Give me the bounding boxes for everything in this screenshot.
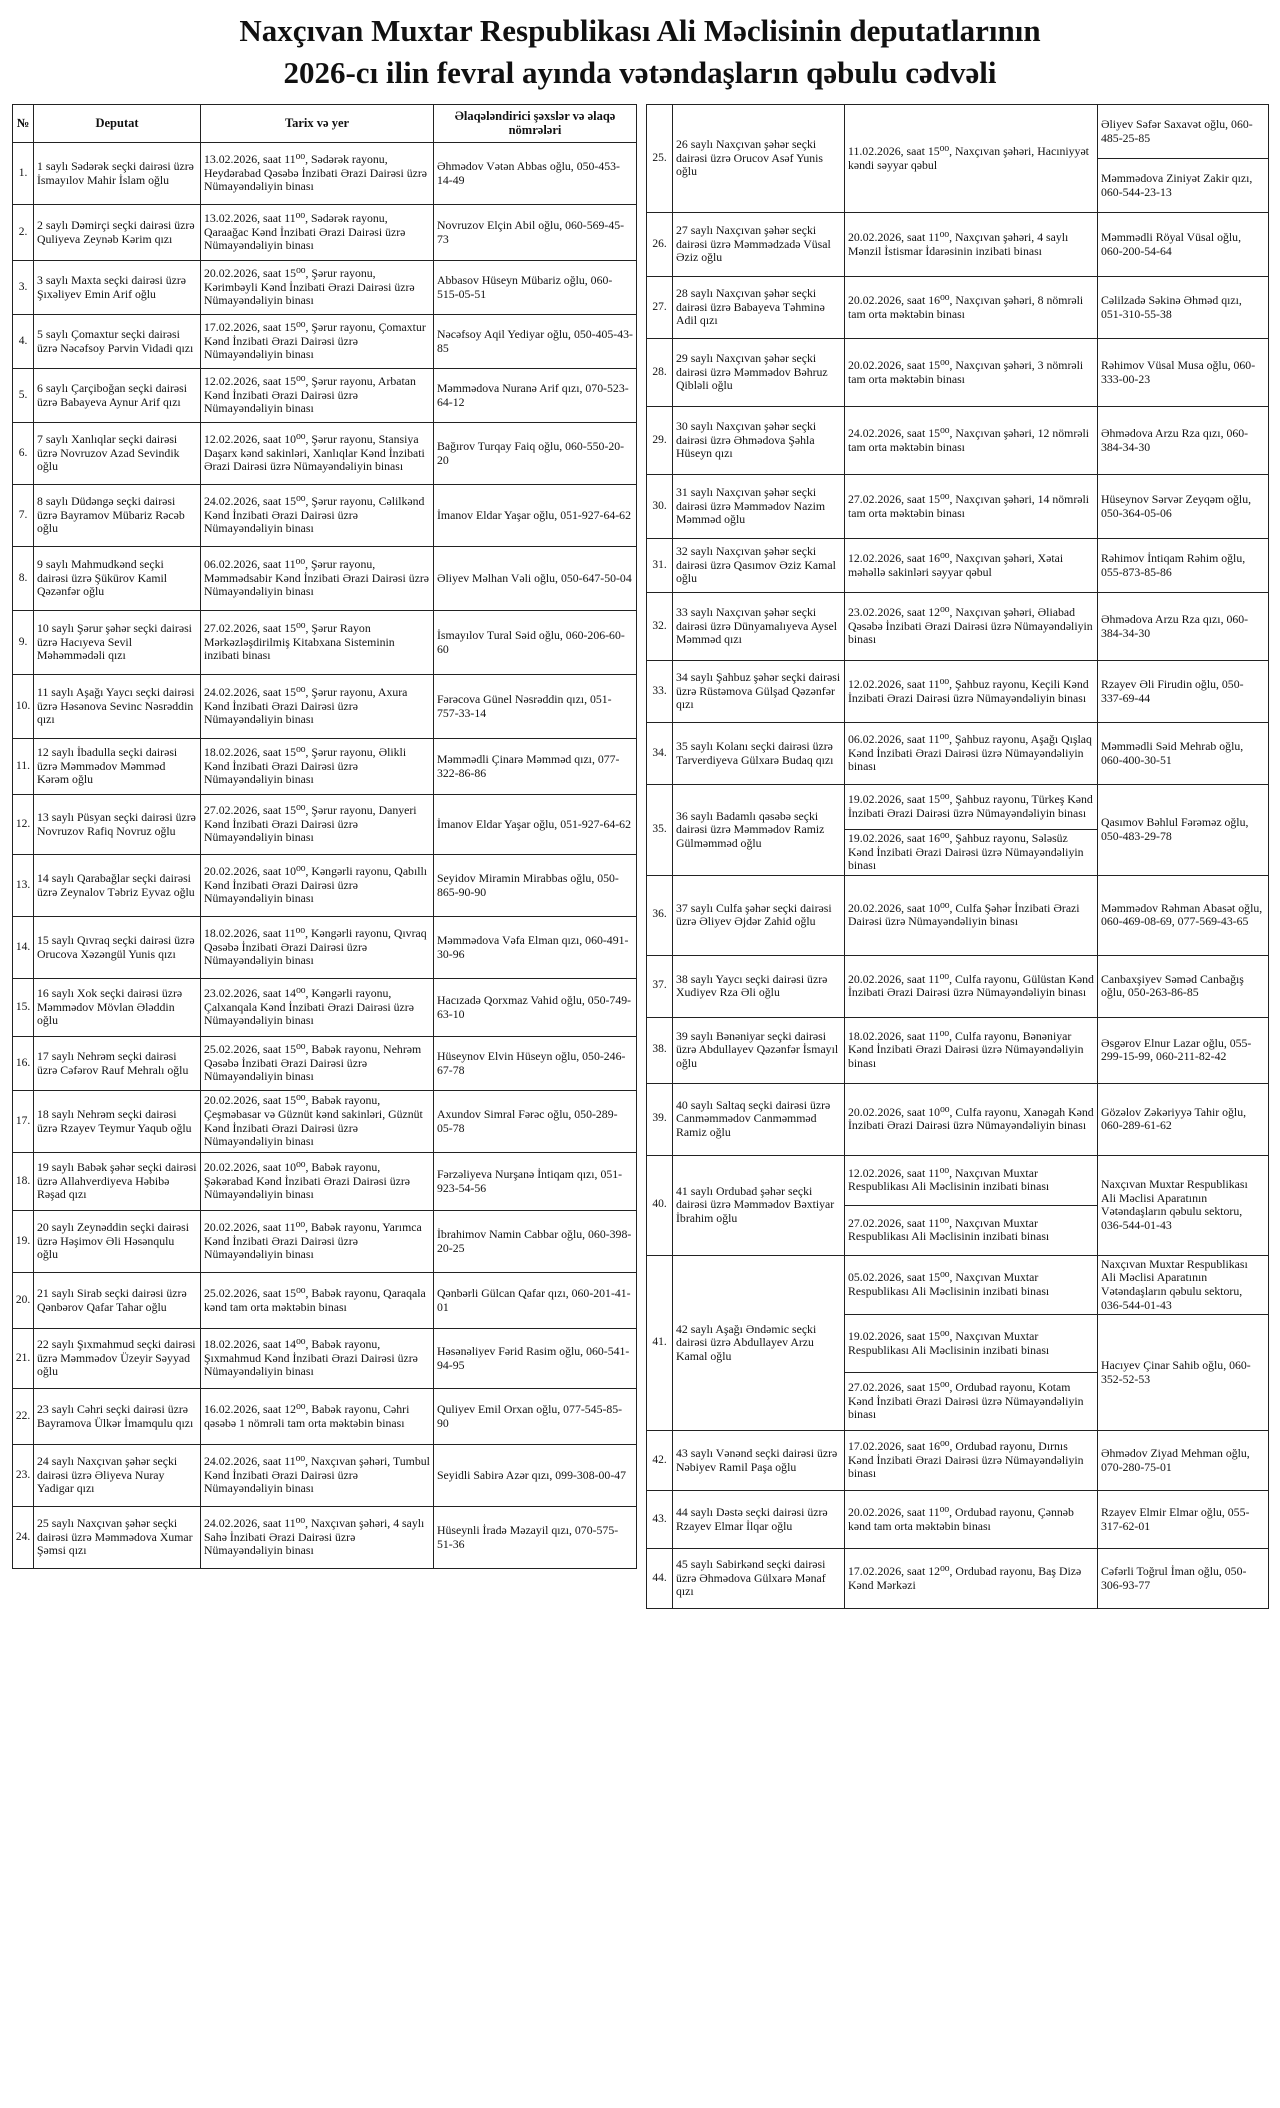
table-row bbox=[13, 1389, 637, 1445]
table-row bbox=[647, 277, 1269, 339]
table-row bbox=[13, 855, 637, 917]
table-row bbox=[647, 955, 1269, 1017]
table-row bbox=[13, 675, 637, 739]
visit-cell: 27.02.2026, saat 15⁰⁰, Ordubad rayonu, Kotam Kənd İnzibati Ərazi Dairəsi üzrə Nümayəndəliyin binası bbox=[845, 1373, 1098, 1431]
row-number: 27. bbox=[647, 277, 673, 339]
deputy-cell: 16 saylı Xok seçki dairəsi üzrə Məmmədov Mövlan Ələddin oğlu bbox=[34, 979, 201, 1037]
visit-cell: 12.02.2026, saat 10⁰⁰, Şərur rayonu, Stansiya Daşarx kənd sakinləri, Xanlıqlar Kənd İnzibati Ərazi Dairəsi üzrə Nümayəndəliyin binası bbox=[201, 423, 434, 485]
table-row bbox=[13, 1037, 637, 1091]
row-number: 1. bbox=[13, 143, 34, 205]
row-number: 14. bbox=[13, 917, 34, 979]
deputy-cell: 40 saylı Saltaq seçki dairəsi üzrə Canməmmədov Canməmməd Ramiz oğlu bbox=[673, 1083, 845, 1155]
contact-cell: Əhmədova Arzu Rza qızı, 060-384-34-30 bbox=[1098, 593, 1269, 661]
row-number: 26. bbox=[647, 213, 673, 277]
contact-cell: Canbaxşiyev Səməd Canbağış oğlu, 050-263-86-85 bbox=[1098, 955, 1269, 1017]
schedule-table-left bbox=[12, 104, 637, 1569]
visit-cell: 20.02.2026, saat 10⁰⁰, Culfa Şəhər İnzibati Ərazi Dairəsi üzrə Nümayəndəliyin binası bbox=[845, 875, 1098, 955]
contact-cell: Quliyev Emil Orxan oğlu, 077-545-85-90 bbox=[434, 1389, 637, 1445]
row-number: 16. bbox=[13, 1037, 34, 1091]
contact-cell: Seyidli Sabirə Azər qızı, 099-308-00-47 bbox=[434, 1445, 637, 1507]
deputy-cell: 18 saylı Nehrəm seçki dairəsi üzrə Rzayev Teymur Yaqub oğlu bbox=[34, 1091, 201, 1153]
deputy-cell: 21 saylı Sirab seçki dairəsi üzrə Qənbərov Qafar Tahar oğlu bbox=[34, 1273, 201, 1329]
row-number: 42. bbox=[647, 1431, 673, 1491]
contact-cell: Rzayev Elmir Elmar oğlu, 055-317-62-01 bbox=[1098, 1491, 1269, 1549]
page-title bbox=[0, 10, 1280, 94]
row-number: 13. bbox=[13, 855, 34, 917]
row-number: 28. bbox=[647, 339, 673, 407]
contact-cell: Fərəcova Günel Nəsrəddin qızı, 051-757-33-14 bbox=[434, 675, 637, 739]
table-row bbox=[13, 611, 637, 675]
contact-cell: Axundov Simral Fərəc oğlu, 050-289-05-78 bbox=[434, 1091, 637, 1153]
contact-cell: Seyidov Miramin Mirabbas oğlu, 050-865-90-90 bbox=[434, 855, 637, 917]
deputy-cell: 34 saylı Şahbuz şəhər seçki dairəsi üzrə Rüstəmova Gülşad Qəzənfər qızı bbox=[673, 661, 845, 723]
contact-cell: İmanov Eldar Yaşar oğlu, 051-927-64-62 bbox=[434, 485, 637, 547]
deputy-cell: 38 saylı Yaycı seçki dairəsi üzrə Xudiyev Rza Əli oğlu bbox=[673, 955, 845, 1017]
contact-cell: Məmmədli Röyal Vüsal oğlu, 060-200-54-64 bbox=[1098, 213, 1269, 277]
table-row bbox=[647, 213, 1269, 277]
row-number: 31. bbox=[647, 539, 673, 593]
table-row bbox=[647, 1083, 1269, 1155]
table-row bbox=[647, 105, 1269, 159]
deputy-cell: 11 saylı Aşağı Yaycı seçki dairəsi üzrə Həsənova Sevinc Nəsrəddin qızı bbox=[34, 675, 201, 739]
row-number: 2. bbox=[13, 205, 34, 261]
visit-cell: 24.02.2026, saat 15⁰⁰, Naxçıvan şəhəri, 12 nömrəli tam orta məktəbin binası bbox=[845, 407, 1098, 475]
contact-cell: Məmmədova Ziniyət Zakir qızı, 060-544-23-13 bbox=[1098, 159, 1269, 213]
deputy-cell: 30 saylı Naxçıvan şəhər seçki dairəsi üzrə Əhmədova Şəhla Hüseyn qızı bbox=[673, 407, 845, 475]
header-deputy: Deputat bbox=[34, 105, 201, 143]
deputy-cell: 41 saylı Ordubad şəhər seçki dairəsi üzrə Məmmədov Bəxtiyar İbrahim oğlu bbox=[673, 1155, 845, 1255]
deputy-cell: 27 saylı Naxçıvan şəhər seçki dairəsi üzrə Məmmədzadə Vüsal Əziz oğlu bbox=[673, 213, 845, 277]
contact-cell: Rzayev Əli Firudin oğlu, 050-337-69-44 bbox=[1098, 661, 1269, 723]
visit-cell: 25.02.2026, saat 15⁰⁰, Babək rayonu, Nehrəm Qəsəbə İnzibati Ərazi Dairəsi üzrə Nümayəndəliyin binası bbox=[201, 1037, 434, 1091]
visit-cell: 24.02.2026, saat 11⁰⁰, Naxçıvan şəhəri, Tumbul Kənd İnzibati Ərazi Dairəsi üzrə Nümayəndəliyin binası bbox=[201, 1445, 434, 1507]
visit-cell: 20.02.2026, saat 10⁰⁰, Babək rayonu, Şəkərabad Kənd İnzibati Ərazi Dairəsi üzrə Nümayəndəliyin binası bbox=[201, 1153, 434, 1211]
row-number: 40. bbox=[647, 1155, 673, 1255]
contact-cell: Rəhimov İntiqam Rəhim oğlu, 055-873-85-86 bbox=[1098, 539, 1269, 593]
table-row bbox=[647, 661, 1269, 723]
deputy-cell: 44 saylı Dəstə seçki dairəsi üzrə Rzayev Elmar İlqar oğlu bbox=[673, 1491, 845, 1549]
visit-cell: 19.02.2026, saat 16⁰⁰, Şahbuz rayonu, Sələsüz Kənd İnzibati Ərazi Dairəsi üzrə Nümayəndəliyin binası bbox=[845, 830, 1098, 876]
table-row bbox=[647, 875, 1269, 955]
table-row bbox=[13, 1329, 637, 1389]
table-header-row bbox=[13, 105, 637, 143]
table-row bbox=[647, 1155, 1269, 1205]
deputy-cell: 39 saylı Bənəniyar seçki dairəsi üzrə Abdullayev Qəzənfər İsmayıl oğlu bbox=[673, 1017, 845, 1083]
contact-cell: Əsgərov Elnur Lazar oğlu, 055-299-15-99, 060-211-82-42 bbox=[1098, 1017, 1269, 1083]
visit-cell: 20.02.2026, saat 15⁰⁰, Naxçıvan şəhəri, 3 nömrəli tam orta məktəbin binası bbox=[845, 339, 1098, 407]
right-table-column bbox=[646, 104, 1268, 1609]
deputy-cell: 33 saylı Naxçıvan şəhər seçki dairəsi üzrə Dünyamalıyeva Aysel Məmməd qızı bbox=[673, 593, 845, 661]
row-number: 8. bbox=[13, 547, 34, 611]
row-number: 32. bbox=[647, 593, 673, 661]
deputy-cell: 25 saylı Naxçıvan şəhər seçki dairəsi üzrə Məmmədova Xumar Şəmsi qızı bbox=[34, 1507, 201, 1569]
visit-cell: 20.02.2026, saat 16⁰⁰, Naxçıvan şəhəri, 8 nömrəli tam orta məktəbin binası bbox=[845, 277, 1098, 339]
row-number: 25. bbox=[647, 105, 673, 213]
deputy-cell: 13 saylı Püsyan seçki dairəsi üzrə Novruzov Rafiq Novruz oğlu bbox=[34, 795, 201, 855]
contact-cell: İmanov Eldar Yaşar oğlu, 051-927-64-62 bbox=[434, 795, 637, 855]
contact-cell: Nəcəfsoy Aqil Yediyar oğlu, 050-405-43-85 bbox=[434, 315, 637, 369]
contact-cell: Əhmədova Arzu Rza qızı, 060-384-34-30 bbox=[1098, 407, 1269, 475]
visit-cell: 23.02.2026, saat 14⁰⁰, Kəngərli rayonu, Çalxanqala Kənd İnzibati Ərazi Dairəsi üzrə Nümayəndəliyin binası bbox=[201, 979, 434, 1037]
contact-cell: Qasımov Bəhlul Fərəməz oğlu, 050-483-29-78 bbox=[1098, 785, 1269, 876]
deputy-cell: 3 saylı Maxta seçki dairəsi üzrə Şıxəliyev Emin Arif oğlu bbox=[34, 261, 201, 315]
row-number: 33. bbox=[647, 661, 673, 723]
row-number: 18. bbox=[13, 1153, 34, 1211]
row-number: 43. bbox=[647, 1491, 673, 1549]
header-date-place: Tarix və yer bbox=[201, 105, 434, 143]
table-row bbox=[13, 1211, 637, 1273]
visit-cell: 20.02.2026, saat 10⁰⁰, Kəngərli rayonu, Qabıllı Kənd İnzibati Ərazi Dairəsi üzrə Nümayəndəliyin binası bbox=[201, 855, 434, 917]
table-row bbox=[647, 407, 1269, 475]
contact-cell: Naxçıvan Muxtar Respublikası Ali Məclisi Aparatının Vətəndaşların qəbulu sektoru, 036-544-01-43 bbox=[1098, 1155, 1269, 1255]
deputy-cell: 6 saylı Çarçiboğan seçki dairəsi üzrə Babayeva Aynur Arif qızı bbox=[34, 369, 201, 423]
visit-cell: 20.02.2026, saat 11⁰⁰, Ordubad rayonu, Çənnəb kənd tam orta məktəbin binası bbox=[845, 1491, 1098, 1549]
contact-cell: İsmayılov Tural Səid oğlu, 060-206-60-60 bbox=[434, 611, 637, 675]
deputy-cell: 37 saylı Culfa şəhər seçki dairəsi üzrə Əliyev Əjdər Zahid oğlu bbox=[673, 875, 845, 955]
table-row bbox=[647, 339, 1269, 407]
visit-cell: 18.02.2026, saat 15⁰⁰, Şərur rayonu, Əlikli Kənd İnzibati Ərazi Dairəsi üzrə Nümayəndəliyin binası bbox=[201, 739, 434, 795]
row-number: 34. bbox=[647, 723, 673, 785]
visit-cell: 27.02.2026, saat 15⁰⁰, Şərur Rayon Mərkəzləşdirilmiş Kitabxana Sisteminin inzibati binası bbox=[201, 611, 434, 675]
contact-cell: Əliyev Məlhan Vəli oğlu, 050-647-50-04 bbox=[434, 547, 637, 611]
deputy-cell: 8 saylı Düdəngə seçki dairəsi üzrə Bayramov Mübariz Rəcəb oğlu bbox=[34, 485, 201, 547]
table-row bbox=[647, 1017, 1269, 1083]
contact-cell: Cəfərli Toğrul İman oğlu, 050-306-93-77 bbox=[1098, 1549, 1269, 1609]
row-number: 3. bbox=[13, 261, 34, 315]
deputy-cell: 31 saylı Naxçıvan şəhər seçki dairəsi üzrə Məmmədov Nazim Məmməd oğlu bbox=[673, 475, 845, 539]
deputy-cell: 28 saylı Naxçıvan şəhər seçki dairəsi üzrə Babayeva Təhminə Adil qızı bbox=[673, 277, 845, 339]
table-row bbox=[647, 1255, 1269, 1314]
visit-cell: 12.02.2026, saat 11⁰⁰, Şahbuz rayonu, Keçili Kənd İnzibati Ərazi Dairəsi üzrə Nümayəndəliyin binası bbox=[845, 661, 1098, 723]
contact-cell: Naxçıvan Muxtar Respublikası Ali Məclisi Aparatının Vətəndaşların qəbulu sektoru, 036-544-01-43 bbox=[1098, 1255, 1269, 1314]
deputy-cell: 22 saylı Şıxmahmud seçki dairəsi üzrə Məmmədov Üzeyir Səyyad oğlu bbox=[34, 1329, 201, 1389]
contact-cell: Cəlilzadə Səkinə Əhməd qızı, 051-310-55-38 bbox=[1098, 277, 1269, 339]
visit-cell: 17.02.2026, saat 15⁰⁰, Şərur rayonu, Çomaxtur Kənd İnzibati Ərazi Dairəsi üzrə Nümayəndəliyin binası bbox=[201, 315, 434, 369]
deputy-cell: 35 saylı Kolanı seçki dairəsi üzrə Tarverdiyeva Gülxarə Budaq qızı bbox=[673, 723, 845, 785]
left-table-column bbox=[12, 104, 636, 1569]
deputy-cell: 10 saylı Şərur şəhər seçki dairəsi üzrə Hacıyeva Sevil Məhəmmədəli qızı bbox=[34, 611, 201, 675]
table-row bbox=[13, 1091, 637, 1153]
table-row bbox=[647, 723, 1269, 785]
row-number: 39. bbox=[647, 1083, 673, 1155]
schedule-table-right bbox=[646, 104, 1269, 1609]
deputy-cell: 1 saylı Sədərək seçki dairəsi üzrə İsmayılov Mahir İslam oğlu bbox=[34, 143, 201, 205]
deputy-cell: 23 saylı Cəhri seçki dairəsi üzrə Bayramova Ülkər İmamqulu qızı bbox=[34, 1389, 201, 1445]
visit-cell: 18.02.2026, saat 11⁰⁰, Kəngərli rayonu, Qıvraq Qəsəbə İnzibati Ərazi Dairəsi üzrə Nümayəndəliyin binası bbox=[201, 917, 434, 979]
contact-cell: Məmmədli Çinarə Məmməd qızı, 077-322-86-86 bbox=[434, 739, 637, 795]
table-row bbox=[13, 423, 637, 485]
contact-cell: Rəhimov Vüsal Musa oğlu, 060-333-00-23 bbox=[1098, 339, 1269, 407]
contact-cell: Əhmədov Vətən Abbas oğlu, 050-453-14-49 bbox=[434, 143, 637, 205]
visit-cell: 13.02.2026, saat 11⁰⁰, Sədərək rayonu, Qaraağac Kənd İnzibati Ərazi Dairəsi üzrə Nümayəndəliyin binası bbox=[201, 205, 434, 261]
header-num: № bbox=[13, 105, 34, 143]
row-number: 5. bbox=[13, 369, 34, 423]
visit-cell: 20.02.2026, saat 15⁰⁰, Şərur rayonu, Kərimbəyli Kənd İnzibati Ərazi Dairəsi üzrə Nümayəndəliyin binası bbox=[201, 261, 434, 315]
deputy-cell: 7 saylı Xanlıqlar seçki dairəsi üzrə Novruzov Azad Sevindik oğlu bbox=[34, 423, 201, 485]
row-number: 15. bbox=[13, 979, 34, 1037]
deputy-cell: 43 saylı Vənənd seçki dairəsi üzrə Nəbiyev Ramil Paşa oğlu bbox=[673, 1431, 845, 1491]
contact-cell: Hacızadə Qorxmaz Vahid oğlu, 050-749-63-10 bbox=[434, 979, 637, 1037]
table-row bbox=[13, 1507, 637, 1569]
contact-cell: Məmmədova Nuranə Arif qızı, 070-523-64-12 bbox=[434, 369, 637, 423]
table-row bbox=[647, 1549, 1269, 1609]
visit-cell: 27.02.2026, saat 15⁰⁰, Şərur rayonu, Danyeri Kənd İnzibati Ərazi Dairəsi üzrə Nümayəndəliyin binası bbox=[201, 795, 434, 855]
table-row bbox=[647, 475, 1269, 539]
visit-cell: 20.02.2026, saat 11⁰⁰, Babək rayonu, Yarımca Kənd İnzibati Ərazi Dairəsi üzrə Nümayəndəliyin binası bbox=[201, 1211, 434, 1273]
visit-cell: 12.02.2026, saat 16⁰⁰, Naxçıvan şəhəri, Xətai məhəllə sakinləri səyyar qəbul bbox=[845, 539, 1098, 593]
visit-cell: 27.02.2026, saat 15⁰⁰, Naxçıvan şəhəri, 14 nömrəli tam orta məktəbin binası bbox=[845, 475, 1098, 539]
table-row bbox=[13, 143, 637, 205]
row-number: 30. bbox=[647, 475, 673, 539]
table-row bbox=[13, 261, 637, 315]
visit-cell: 12.02.2026, saat 15⁰⁰, Şərur rayonu, Arbatan Kənd İnzibati Ərazi Dairəsi üzrə Nümayəndəliyin binası bbox=[201, 369, 434, 423]
table-row bbox=[13, 205, 637, 261]
deputy-cell: 24 saylı Naxçıvan şəhər seçki dairəsi üzrə Əliyeva Nuray Yadigar qızı bbox=[34, 1445, 201, 1507]
visit-cell: 23.02.2026, saat 12⁰⁰, Naxçıvan şəhəri, Əliabad Qəsəbə İnzibati Ərazi Dairəsi üzrə Nümayəndəliyin binası bbox=[845, 593, 1098, 661]
table-row bbox=[13, 485, 637, 547]
visit-cell: 19.02.2026, saat 15⁰⁰, Şahbuz rayonu, Türkeş Kənd İnzibati Ərazi Dairəsi üzrə Nümayəndəliyin binası bbox=[845, 785, 1098, 830]
row-number: 19. bbox=[13, 1211, 34, 1273]
contact-cell: Fərzəliyeva Nurşanə İntiqam qızı, 051-923-54-56 bbox=[434, 1153, 637, 1211]
contact-cell: Gözəlov Zəkəriyyə Tahir oğlu, 060-289-61-62 bbox=[1098, 1083, 1269, 1155]
contact-cell: İbrahimov Namin Cabbar oğlu, 060-398-20-25 bbox=[434, 1211, 637, 1273]
visit-cell: 24.02.2026, saat 11⁰⁰, Naxçıvan şəhəri, 4 saylı Sahə İnzibati Ərazi Dairəsi üzrə Nümayəndəliyin binası bbox=[201, 1507, 434, 1569]
row-number: 17. bbox=[13, 1091, 34, 1153]
table-row bbox=[647, 785, 1269, 830]
contact-cell: Hüseynov Sərvər Zeyqəm oğlu, 050-364-05-06 bbox=[1098, 475, 1269, 539]
table-row bbox=[647, 593, 1269, 661]
contact-cell: Bağırov Turqay Faiq oğlu, 060-550-20-20 bbox=[434, 423, 637, 485]
visit-cell: 20.02.2026, saat 11⁰⁰, Culfa rayonu, Gülüstan Kənd İnzibati Ərazi Dairəsi üzrə Nümayəndəliyin binası bbox=[845, 955, 1098, 1017]
row-number: 22. bbox=[13, 1389, 34, 1445]
visit-cell: 13.02.2026, saat 11⁰⁰, Sədərək rayonu, Heydərabad Qəsəbə İnzibati Ərazi Dairəsi üzrə Nümayəndəliyin binası bbox=[201, 143, 434, 205]
visit-cell: 17.02.2026, saat 12⁰⁰, Ordubad rayonu, Baş Dizə Kənd Mərkəzi bbox=[845, 1549, 1098, 1609]
visit-cell: 12.02.2026, saat 11⁰⁰, Naxçıvan Muxtar Respublikası Ali Məclisinin inzibati binası bbox=[845, 1155, 1098, 1205]
table-row bbox=[13, 1273, 637, 1329]
deputy-cell: 12 saylı İbadulla seçki dairəsi üzrə Məmmədov Məmməd Kərəm oğlu bbox=[34, 739, 201, 795]
row-number: 37. bbox=[647, 955, 673, 1017]
visit-cell: 06.02.2026, saat 11⁰⁰, Şahbuz rayonu, Aşağı Qışlaq Kənd İnzibati Ərazi Dairəsi üzrə Nümayəndəliyin binası bbox=[845, 723, 1098, 785]
contact-cell: Əhmədov Ziyad Mehman oğlu, 070-280-75-01 bbox=[1098, 1431, 1269, 1491]
contact-cell: Hüseynov Elvin Hüseyn oğlu, 050-246-67-78 bbox=[434, 1037, 637, 1091]
contact-cell: Novruzov Elçin Abil oğlu, 060-569-45-73 bbox=[434, 205, 637, 261]
visit-cell: 17.02.2026, saat 16⁰⁰, Ordubad rayonu, Dırnıs Kənd İnzibati Ərazi Dairəsi üzrə Nümayəndəliyin binası bbox=[845, 1431, 1098, 1491]
visit-cell: 18.02.2026, saat 14⁰⁰, Babək rayonu, Şıxmahmud Kənd İnzibati Ərazi Dairəsi üzrə Nümayəndəliyin binası bbox=[201, 1329, 434, 1389]
table-row bbox=[13, 795, 637, 855]
table-row bbox=[13, 979, 637, 1037]
table-row bbox=[13, 315, 637, 369]
visit-cell: 16.02.2026, saat 12⁰⁰, Babək rayonu, Cəhri qəsəbə 1 nömrəli tam orta məktəbin binası bbox=[201, 1389, 434, 1445]
row-number: 11. bbox=[13, 739, 34, 795]
row-number: 12. bbox=[13, 795, 34, 855]
row-number: 10. bbox=[13, 675, 34, 739]
row-number: 20. bbox=[13, 1273, 34, 1329]
visit-cell: 05.02.2026, saat 15⁰⁰, Naxçıvan Muxtar Respublikası Ali Məclisinin inzibati binası bbox=[845, 1255, 1098, 1314]
deputy-cell: 36 saylı Badamlı qəsəbə seçki dairəsi üzrə Məmmədov Ramiz Gülməmməd oğlu bbox=[673, 785, 845, 876]
visit-cell: 24.02.2026, saat 15⁰⁰, Şərur rayonu, Axura Kənd İnzibati Ərazi Dairəsi üzrə Nümayəndəliyin binası bbox=[201, 675, 434, 739]
row-number: 4. bbox=[13, 315, 34, 369]
row-number: 36. bbox=[647, 875, 673, 955]
visit-cell: 18.02.2026, saat 11⁰⁰, Culfa rayonu, Bənəniyar Kənd İnzibati Ərazi Dairəsi üzrə Nümayəndəliyin binası bbox=[845, 1017, 1098, 1083]
deputy-cell: 5 saylı Çomaxtur seçki dairəsi üzrə Nəcəfsoy Pərvin Vidadi qızı bbox=[34, 315, 201, 369]
contact-cell: Həsənəliyev Fərid Rasim oğlu, 060-541-94-95 bbox=[434, 1329, 637, 1389]
deputy-cell: 29 saylı Naxçıvan şəhər seçki dairəsi üzrə Məmmədov Bəhruz Qibləli oğlu bbox=[673, 339, 845, 407]
row-number: 29. bbox=[647, 407, 673, 475]
deputy-cell: 32 saylı Naxçıvan şəhər seçki dairəsi üzrə Qasımov Əziz Kamal oğlu bbox=[673, 539, 845, 593]
deputy-cell: 45 saylı Sabirkənd seçki dairəsi üzrə Əhmədova Gülxarə Mənaf qızı bbox=[673, 1549, 845, 1609]
contact-cell: Abbasov Hüseyn Mübariz oğlu, 060-515-05-51 bbox=[434, 261, 637, 315]
contact-cell: Əliyev Səfər Saxavət oğlu, 060-485-25-85 bbox=[1098, 105, 1269, 159]
deputy-cell: 17 saylı Nehrəm seçki dairəsi üzrə Cəfərov Rauf Mehralı oğlu bbox=[34, 1037, 201, 1091]
row-number: 24. bbox=[13, 1507, 34, 1569]
table-row bbox=[13, 369, 637, 423]
visit-cell: 24.02.2026, saat 15⁰⁰, Şərur rayonu, Cəlilkənd Kənd İnzibati Ərazi Dairəsi üzrə Nümayəndəliyin binası bbox=[201, 485, 434, 547]
contact-cell: Hüseynli İradə Məzayil qızı, 070-575-51-36 bbox=[434, 1507, 637, 1569]
row-number: 21. bbox=[13, 1329, 34, 1389]
table-row bbox=[13, 1445, 637, 1507]
row-number: 9. bbox=[13, 611, 34, 675]
contact-cell: Məmmədli Səid Mehrab oğlu, 060-400-30-51 bbox=[1098, 723, 1269, 785]
title-line-1: Naxçıvan Muxtar Respublikası Ali Məclisinin deputatlarının bbox=[239, 13, 1041, 48]
visit-cell: 20.02.2026, saat 11⁰⁰, Naxçıvan şəhəri, 4 saylı Mənzil İstismar İdarəsinin inzibati binası bbox=[845, 213, 1098, 277]
table-row bbox=[647, 1431, 1269, 1491]
row-number: 41. bbox=[647, 1255, 673, 1430]
title-line-2: 2026-cı ilin fevral ayında vətəndaşların qəbulu cədvəli bbox=[283, 55, 997, 90]
visit-cell: 20.02.2026, saat 15⁰⁰, Babək rayonu, Çeşməbasar və Güznüt kənd sakinləri, Güznüt Kənd İnzibati Ərazi Dairəsi üzrə Nümayəndəliyin binası bbox=[201, 1091, 434, 1153]
table-row bbox=[13, 917, 637, 979]
contact-cell: Qənbərli Gülcan Qafar qızı, 060-201-41-01 bbox=[434, 1273, 637, 1329]
visit-cell: 19.02.2026, saat 15⁰⁰, Naxçıvan Muxtar Respublikası Ali Məclisinin inzibati binası bbox=[845, 1315, 1098, 1373]
visit-cell: 06.02.2026, saat 11⁰⁰, Şərur rayonu, Məmmədsabir Kənd İnzibati Ərazi Dairəsi üzrə Nümayəndəliyin binası bbox=[201, 547, 434, 611]
header-contact: Əlaqələndirici şəxslər və əlaqə nömrələri bbox=[434, 105, 637, 143]
deputy-cell: 9 saylı Mahmudkənd seçki dairəsi üzrə Şükürov Kamil Qəzənfər oğlu bbox=[34, 547, 201, 611]
contact-cell: Məmmədova Vəfa Elman qızı, 060-491-30-96 bbox=[434, 917, 637, 979]
table-row bbox=[647, 1491, 1269, 1549]
row-number: 23. bbox=[13, 1445, 34, 1507]
row-number: 44. bbox=[647, 1549, 673, 1609]
visit-cell: 27.02.2026, saat 11⁰⁰, Naxçıvan Muxtar Respublikası Ali Məclisinin inzibati binası bbox=[845, 1205, 1098, 1255]
contact-cell: Hacıyev Çinar Sahib oğlu, 060-352-52-53 bbox=[1098, 1315, 1269, 1431]
visit-cell: 11.02.2026, saat 15⁰⁰, Naxçıvan şəhəri, Hacıniyyət kəndi səyyar qəbul bbox=[845, 105, 1098, 213]
visit-cell: 20.02.2026, saat 10⁰⁰, Culfa rayonu, Xanəgah Kənd İnzibati Ərazi Dairəsi üzrə Nümayəndəliyin binası bbox=[845, 1083, 1098, 1155]
row-number: 6. bbox=[13, 423, 34, 485]
contact-cell: Məmmədov Rəhman Abasət oğlu, 060-469-08-69, 077-569-43-65 bbox=[1098, 875, 1269, 955]
deputy-cell: 14 saylı Qarabağlar seçki dairəsi üzrə Zeynalov Təbriz Eyvaz oğlu bbox=[34, 855, 201, 917]
row-number: 38. bbox=[647, 1017, 673, 1083]
table-row bbox=[13, 547, 637, 611]
visit-cell: 25.02.2026, saat 15⁰⁰, Babək rayonu, Qaraqala kənd tam orta məktəbin binası bbox=[201, 1273, 434, 1329]
row-number: 35. bbox=[647, 785, 673, 876]
deputy-cell: 20 saylı Zeynəddin seçki dairəsi üzrə Həşimov Əli Həsənqulu oğlu bbox=[34, 1211, 201, 1273]
table-row bbox=[13, 1153, 637, 1211]
deputy-cell: 19 saylı Babək şəhər seçki dairəsi üzrə Allahverdiyeva Həbibə Rəşad qızı bbox=[34, 1153, 201, 1211]
deputy-cell: 42 saylı Aşağı Əndəmic seçki dairəsi üzrə Abdullayev Arzu Kamal oğlu bbox=[673, 1255, 845, 1430]
table-row bbox=[647, 539, 1269, 593]
row-number: 7. bbox=[13, 485, 34, 547]
deputy-cell: 2 saylı Dəmirçi seçki dairəsi üzrə Quliyeva Zeynəb Kərim qızı bbox=[34, 205, 201, 261]
table-row bbox=[13, 739, 637, 795]
deputy-cell: 26 saylı Naxçıvan şəhər seçki dairəsi üzrə Orucov Asəf Yunis oğlu bbox=[673, 105, 845, 213]
deputy-cell: 15 saylı Qıvraq seçki dairəsi üzrə Orucova Xəzəngül Yunis qızı bbox=[34, 917, 201, 979]
